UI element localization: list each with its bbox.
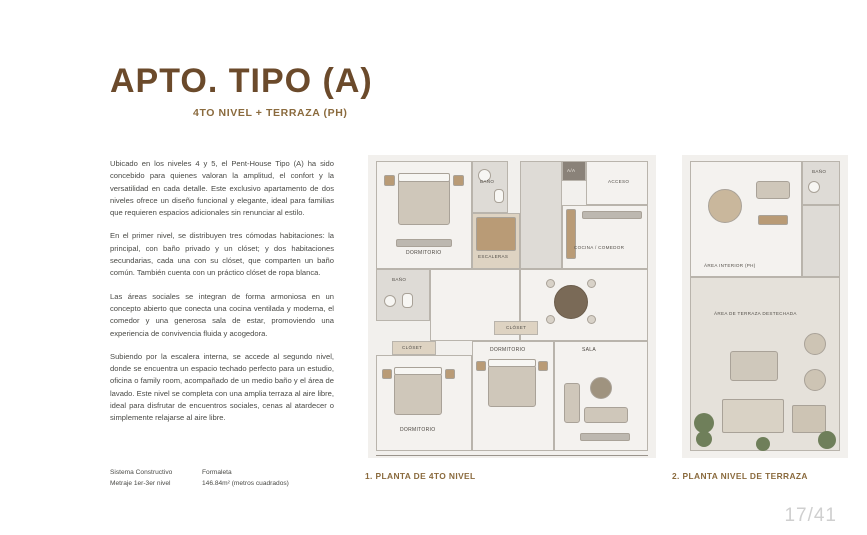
- bed-furniture: [394, 373, 442, 415]
- room-label-sala: SALA: [582, 347, 596, 353]
- headboard-furniture: [398, 173, 450, 182]
- room-label-acceso: ACCESO: [608, 179, 630, 184]
- dining-chair: [587, 279, 596, 288]
- specs-table: [110, 468, 340, 489]
- plant-decor: [818, 431, 836, 449]
- toilet-fixture: [494, 189, 504, 203]
- headboard-furniture: [488, 359, 536, 367]
- sofa-furniture: [756, 181, 790, 199]
- dining-chair: [546, 279, 555, 288]
- room-label-area-interior: ÁREA INTERIOR (PH): [704, 263, 756, 268]
- room-label-dormitorio-2: DORMITORIO: [400, 427, 436, 433]
- description-paragraph: Las áreas sociales se integran de forma armoniosa en un concepto abierto que conecta una cocina ventilada y moderna, el comedor y una generosa sala de estar, promoviendo una experiencia de convivencia fluida y acogedora.: [110, 291, 334, 338]
- bed-furniture: [398, 179, 450, 225]
- description-paragraph: Ubicado en los niveles 4 y 5, el Pent-House Tipo (A) ha sido concebido para quienes valoran la amplitud, el confort y la versatilidad en cada detalle. Este exclusivo apartamento de dos niveles ofrece un diseño funcional y elegante, ideal para familias que requieren espacios adicionales sin renunciar al estilo.: [110, 159, 334, 218]
- room-label-dormitorio-1: DORMITORIO: [406, 250, 442, 256]
- stair-treads: [476, 217, 516, 251]
- nightstand-furniture: [384, 175, 395, 186]
- page-number: 17/41: [784, 505, 837, 526]
- room-label-bano-1: BAÑO: [480, 179, 495, 184]
- dresser-furniture: [396, 239, 452, 247]
- description-block: [110, 158, 334, 436]
- sofa-furniture: [584, 407, 628, 423]
- plant-decor: [696, 431, 712, 447]
- lounge-chair: [804, 333, 826, 355]
- room-label-aa: A/A: [567, 168, 576, 173]
- coffee-table: [590, 377, 612, 399]
- nightstand-furniture: [476, 361, 486, 371]
- floor-plan-level-4: [368, 155, 656, 458]
- bed-furniture: [488, 365, 536, 407]
- dining-chair: [546, 315, 555, 324]
- nightstand-furniture: [382, 369, 392, 379]
- room-label-terraza: ÁREA DE TERRAZA DESTECHADA: [714, 311, 797, 316]
- room-label-cocina-comedor: COCINA / COMEDOR: [574, 245, 625, 250]
- plan-2-caption: 2. PLANTA NIVEL DE TERRAZA: [672, 471, 808, 481]
- console-furniture: [758, 215, 788, 225]
- headboard-furniture: [394, 367, 442, 375]
- room-label-escaleras: ESCALERAS: [478, 254, 509, 259]
- specs-key: Metraje 1er-3er nivel: [110, 479, 171, 487]
- toilet-fixture: [402, 293, 413, 308]
- plan-baseline: [376, 455, 648, 456]
- outdoor-sofa: [722, 399, 784, 433]
- outdoor-rug: [730, 351, 778, 381]
- specs-key: Sistema Constructivo: [110, 469, 173, 476]
- room-label-dormitorio-3: DORMITORIO: [490, 347, 526, 353]
- room-servicio: [520, 161, 562, 269]
- page-subtitle: 4TO NIVEL + TERRAZA (PH): [193, 107, 348, 119]
- tv-console: [580, 433, 630, 441]
- page-title: APTO. TIPO (A): [110, 62, 373, 100]
- kitchen-cabinets: [582, 211, 642, 219]
- description-paragraph: Subiendo por la escalera interna, se accede al segundo nivel, donde se encuentra un espacio techado perfecto para un estudio, oficina o family room, acompañado de un medio baño y el área de lavado. Este nivel se completa con una amplia terraza al aire libre, ideal para disfrutar de encuentros sociales, cenas al atardecer o simplemente relajarse al aire libre.: [110, 351, 334, 423]
- dining-chair: [587, 315, 596, 324]
- sink-fixture: [384, 295, 396, 307]
- specs-row: [110, 479, 340, 490]
- plant-decor: [756, 437, 770, 451]
- nightstand-furniture: [538, 361, 548, 371]
- room-label-bano-terraza: BAÑO: [812, 169, 827, 174]
- nightstand-furniture: [453, 175, 464, 186]
- room-bano-1: [472, 161, 508, 213]
- room-label-closet-1: CLÓSET: [506, 325, 527, 330]
- nightstand-furniture: [445, 369, 455, 379]
- specs-value: 146.84m² (metros cuadrados): [202, 479, 289, 487]
- lounge-chair: [804, 369, 826, 391]
- outdoor-table: [792, 405, 826, 433]
- room-bano-terraza: [802, 161, 840, 205]
- floor-plan-terrace: [682, 155, 848, 458]
- specs-row: [110, 468, 340, 479]
- kitchen-counter: [566, 209, 576, 259]
- room-label-closet-2: CLÓSET: [402, 345, 423, 350]
- plant-decor: [694, 413, 714, 433]
- specs-value: Formaleta: [202, 469, 232, 476]
- dining-table: [554, 285, 588, 319]
- plan-1-caption: 1. PLANTA DE 4TO NIVEL: [365, 471, 476, 481]
- description-paragraph: En el primer nivel, se distribuyen tres cómodas habitaciones: la principal, con baño privado y un clóset; y dos habitaciones secundarias, cada una con su clóset, que comparten un baño común. También cuenta con un práctico clóset de ropa blanca.: [110, 231, 334, 278]
- sink-fixture: [808, 181, 820, 193]
- room-lavado: [802, 205, 840, 277]
- round-table: [708, 189, 742, 223]
- sofa-furniture: [564, 383, 580, 423]
- room-label-bano-2: BAÑO: [392, 277, 407, 282]
